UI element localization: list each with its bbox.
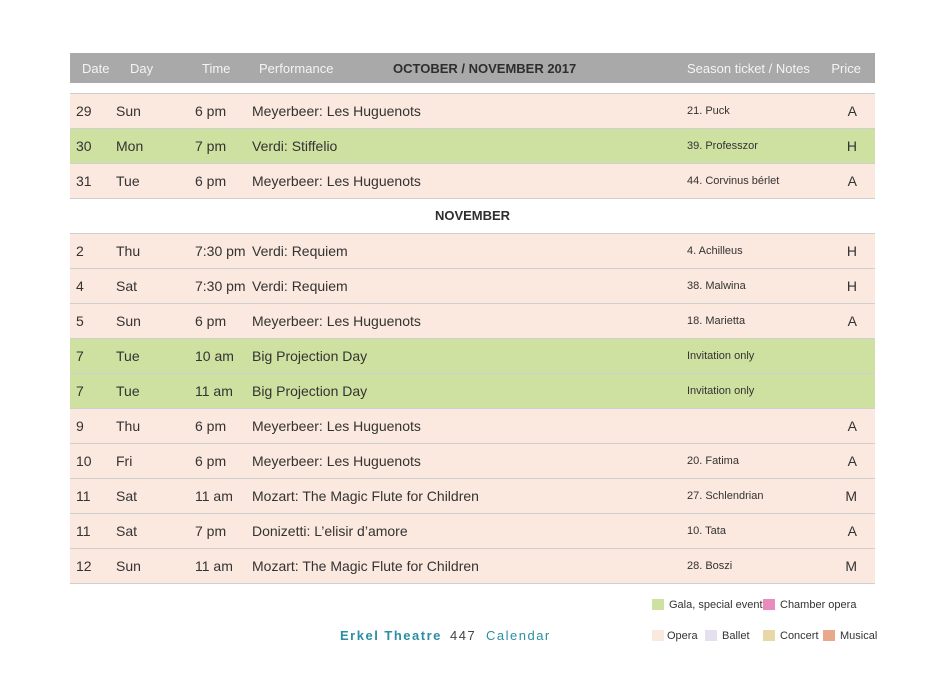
table-row bbox=[70, 304, 875, 339]
row-notes: 38. Malwina bbox=[687, 280, 746, 292]
header-day: Day bbox=[130, 61, 154, 76]
row-performance: Meyerbeer: Les Huguenots bbox=[252, 173, 421, 189]
row-day: Fri bbox=[116, 453, 133, 469]
table-row bbox=[70, 444, 875, 479]
row-time: 11 am bbox=[195, 383, 233, 399]
row-date: 30 bbox=[76, 138, 92, 154]
row-notes: 28. Boszi bbox=[687, 560, 733, 572]
row-notes: 4. Achilleus bbox=[687, 245, 743, 257]
row-time: 6 pm bbox=[195, 103, 227, 119]
row-performance: Big Projection Day bbox=[252, 383, 368, 399]
row-notes: 10. Tata bbox=[687, 525, 726, 537]
row-day: Tue bbox=[116, 348, 140, 364]
row-price: A bbox=[847, 173, 857, 189]
row-date: 5 bbox=[76, 313, 84, 329]
row-price: H bbox=[846, 243, 857, 259]
row-price: A bbox=[847, 313, 857, 329]
row-performance: Meyerbeer: Les Huguenots bbox=[252, 418, 421, 434]
row-day: Tue bbox=[116, 173, 140, 189]
row-day: Sat bbox=[116, 523, 138, 539]
row-time: 11 am bbox=[195, 488, 233, 504]
row-date: 7 bbox=[76, 383, 84, 399]
legend-concert-label: Concert bbox=[780, 630, 819, 642]
row-performance: Verdi: Requiem bbox=[252, 278, 348, 294]
row-notes: Invitation only bbox=[687, 350, 755, 362]
row-performance: Mozart: The Magic Flute for Children bbox=[252, 558, 479, 574]
legend-opera-label: Opera bbox=[667, 630, 698, 642]
row-notes: 20. Fatima bbox=[687, 455, 739, 467]
table-row bbox=[70, 409, 875, 444]
row-day: Sun bbox=[116, 103, 141, 119]
row-date: 10 bbox=[76, 453, 92, 469]
row-day: Mon bbox=[116, 138, 144, 154]
row-performance: Big Projection Day bbox=[252, 348, 368, 364]
row-day: Thu bbox=[116, 418, 141, 434]
row-day: Tue bbox=[116, 383, 140, 399]
table-row bbox=[70, 339, 875, 374]
row-price: H bbox=[846, 278, 857, 294]
row-time: 7:30 pm bbox=[195, 278, 246, 294]
row-time: 7 pm bbox=[195, 138, 227, 154]
table-row bbox=[70, 479, 875, 514]
legend-opera-swatch bbox=[652, 630, 664, 641]
table-row bbox=[70, 93, 875, 129]
legend-musical-label: Musical bbox=[840, 630, 878, 642]
row-time: 7 pm bbox=[195, 523, 227, 539]
row-date: 31 bbox=[76, 173, 92, 189]
row-date: 12 bbox=[76, 558, 92, 574]
row-price: M bbox=[845, 558, 857, 574]
row-time: 11 am bbox=[195, 558, 233, 574]
legend-ballet-label: Ballet bbox=[722, 630, 750, 642]
header-performance: Performance bbox=[259, 61, 334, 76]
row-performance: Meyerbeer: Les Huguenots bbox=[252, 313, 421, 329]
row-performance: Meyerbeer: Les Huguenots bbox=[252, 103, 421, 119]
schedule-table bbox=[70, 93, 875, 584]
header-time: Time bbox=[202, 61, 231, 76]
row-time: 7:30 pm bbox=[195, 243, 246, 259]
row-notes: Invitation only bbox=[687, 385, 755, 397]
table-row bbox=[70, 164, 875, 199]
table-row bbox=[70, 374, 875, 409]
row-performance: Verdi: Requiem bbox=[252, 243, 348, 259]
row-time: 6 pm bbox=[195, 313, 227, 329]
table-row bbox=[70, 234, 875, 269]
row-day: Sat bbox=[116, 488, 138, 504]
row-performance: Meyerbeer: Les Huguenots bbox=[252, 453, 421, 469]
row-notes: 18. Marietta bbox=[687, 315, 746, 327]
legend-chamber-label: Chamber opera bbox=[780, 599, 857, 611]
legend-chamber-swatch bbox=[763, 599, 775, 610]
table-row bbox=[70, 129, 875, 164]
row-performance: Verdi: Stiffelio bbox=[252, 138, 338, 154]
table-header bbox=[70, 53, 875, 83]
table-row bbox=[70, 549, 875, 584]
row-performance: Mozart: The Magic Flute for Children bbox=[252, 488, 479, 504]
row-day: Sun bbox=[116, 558, 141, 574]
table-row bbox=[70, 514, 875, 549]
table-row bbox=[70, 269, 875, 304]
row-time: 10 am bbox=[195, 348, 234, 364]
row-date: 11 bbox=[76, 488, 91, 504]
row-time: 6 pm bbox=[195, 453, 227, 469]
row-day: Sat bbox=[116, 278, 138, 294]
row-price: A bbox=[847, 103, 857, 119]
row-price: A bbox=[847, 418, 857, 434]
footer-page-number: 447 bbox=[450, 628, 477, 643]
row-date: 7 bbox=[76, 348, 84, 364]
legend-ballet-swatch bbox=[705, 630, 717, 641]
row-price: A bbox=[847, 453, 857, 469]
row-notes: 27. Schlendrian bbox=[687, 490, 764, 502]
row-time: 6 pm bbox=[195, 418, 227, 434]
footer-section: Calendar bbox=[486, 628, 551, 643]
row-day: Thu bbox=[116, 243, 141, 259]
legend-gala-swatch bbox=[652, 599, 664, 610]
row-price: H bbox=[846, 138, 857, 154]
row-price: A bbox=[847, 523, 857, 539]
row-time: 6 pm bbox=[195, 173, 227, 189]
row-price: M bbox=[845, 488, 857, 504]
row-performance: Donizetti: L’elisir d’amore bbox=[252, 523, 408, 539]
row-notes: 21. Puck bbox=[687, 105, 730, 117]
header-notes: Season ticket / Notes bbox=[687, 61, 810, 76]
row-date: 4 bbox=[76, 278, 84, 294]
row-date: 9 bbox=[76, 418, 84, 434]
row-notes: 39. Professzor bbox=[687, 140, 758, 152]
row-notes: 44. Corvinus bérlet bbox=[687, 175, 780, 187]
header-title: OCTOBER / NOVEMBER 2017 bbox=[393, 61, 577, 76]
month-divider bbox=[70, 199, 875, 234]
row-date: 29 bbox=[76, 103, 92, 119]
footer-theatre: Erkel Theatre bbox=[340, 628, 442, 643]
legend-musical-swatch bbox=[823, 630, 835, 641]
month-label: NOVEMBER bbox=[434, 208, 511, 223]
legend-gala-label: Gala, special event bbox=[669, 599, 763, 611]
header-date: Date bbox=[82, 61, 110, 76]
row-day: Sun bbox=[116, 313, 141, 329]
legend-concert-swatch bbox=[763, 630, 775, 641]
row-date: 11 bbox=[76, 523, 91, 539]
row-date: 2 bbox=[76, 243, 84, 259]
header-price: Price bbox=[831, 61, 861, 76]
